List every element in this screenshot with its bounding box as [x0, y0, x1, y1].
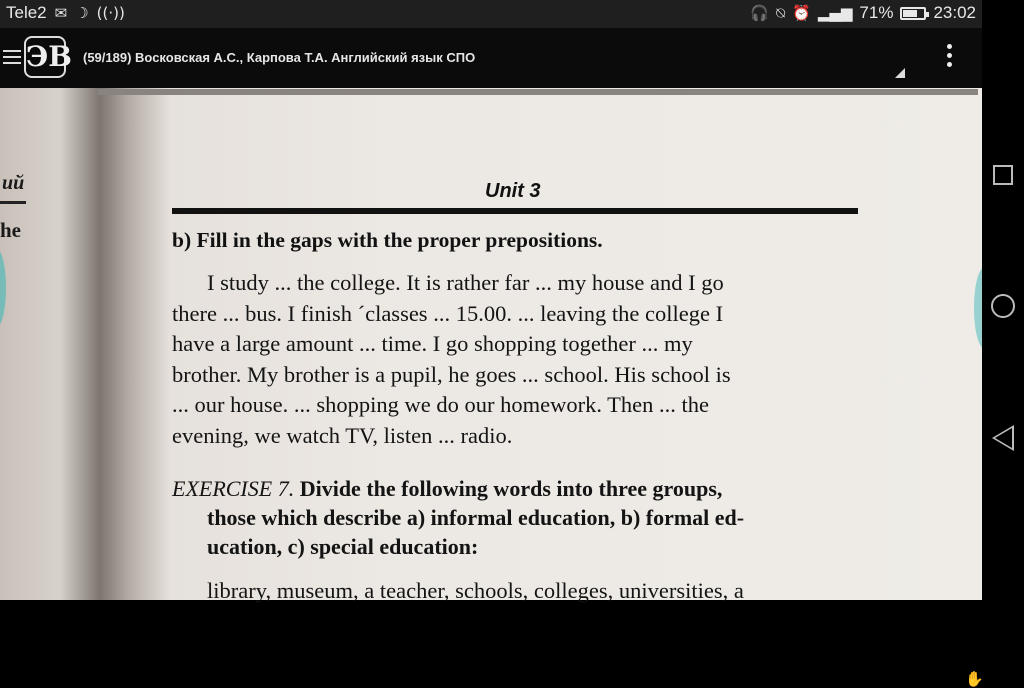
- header-rule: [172, 208, 858, 214]
- carrier-label: Tele2: [6, 3, 47, 22]
- battery-percent: 71%: [859, 3, 894, 22]
- headphones-icon: 🎧: [750, 4, 770, 22]
- paragraph-line: have a large amount ... time. I go shopping together ... my: [172, 331, 693, 356]
- circle-icon[interactable]: [991, 294, 1015, 318]
- overflow-menu-icon[interactable]: [944, 44, 954, 71]
- paragraph-line: I study ... the college. It is rather far ... my house and I go: [207, 270, 724, 295]
- exercise-line: Divide the following words into three groups,: [299, 476, 723, 501]
- document-title: (59/189) Восковская А.С., Карпова Т.А. Английский язык СПО: [83, 50, 476, 65]
- task-heading: b) Fill in the gaps with the proper prepositions.: [172, 228, 603, 252]
- app-logo[interactable]: ЭВ: [24, 36, 66, 78]
- clock: 23:02: [933, 3, 976, 22]
- paragraph-line: there ... bus. I finish ´classes ... 15.00. ... leaving the college I: [172, 300, 724, 326]
- book-page[interactable]: [0, 88, 984, 688]
- left-page-fragment: ий: [2, 172, 25, 194]
- exercise-7: [172, 474, 744, 561]
- alarm-icon: ⏰: [792, 4, 811, 22]
- paragraph-line: brother. My brother is a pupil, he goes ... school. His school is: [172, 361, 731, 387]
- status-bar: [0, 0, 982, 28]
- exercise-paragraph: [172, 268, 858, 451]
- unit-title: Unit 3: [485, 180, 541, 202]
- partial-word-list: library, museum, a teacher, schools, colleges, universities, a: [207, 578, 744, 603]
- left-page-rule: [0, 201, 26, 204]
- vibrate-off-icon: ⍉: [776, 4, 786, 22]
- battery-icon: [900, 7, 926, 20]
- square-icon[interactable]: [993, 165, 1013, 185]
- triangle-back-icon[interactable]: [992, 425, 1014, 451]
- wireless-icon: ((·)): [96, 4, 125, 22]
- page-top-edge: [98, 89, 978, 95]
- navigation-bar: [982, 0, 1024, 600]
- hamburger-menu-icon[interactable]: [3, 50, 21, 68]
- paragraph-line: ... our house. ... shopping we do our homework. Then ... the: [172, 392, 710, 417]
- mail-icon: ✉: [54, 4, 68, 22]
- moon-icon: ☽: [75, 4, 89, 22]
- exercise-line: ucation, c) special education:: [207, 534, 479, 559]
- paragraph-line: evening, we watch TV, listen ... radio.: [172, 422, 513, 448]
- signal-bars-icon: ▂▄▆: [817, 4, 853, 22]
- exercise-line: those which describe a) informal education, b) formal ed-: [207, 505, 745, 530]
- corner-indicator-icon: [895, 68, 905, 78]
- exercise-label: EXERCISE 7.: [172, 476, 295, 501]
- left-page-fragment: he: [0, 218, 21, 242]
- edge-glow-left: [0, 248, 6, 328]
- hand-cursor-icon: ✋: [965, 670, 984, 688]
